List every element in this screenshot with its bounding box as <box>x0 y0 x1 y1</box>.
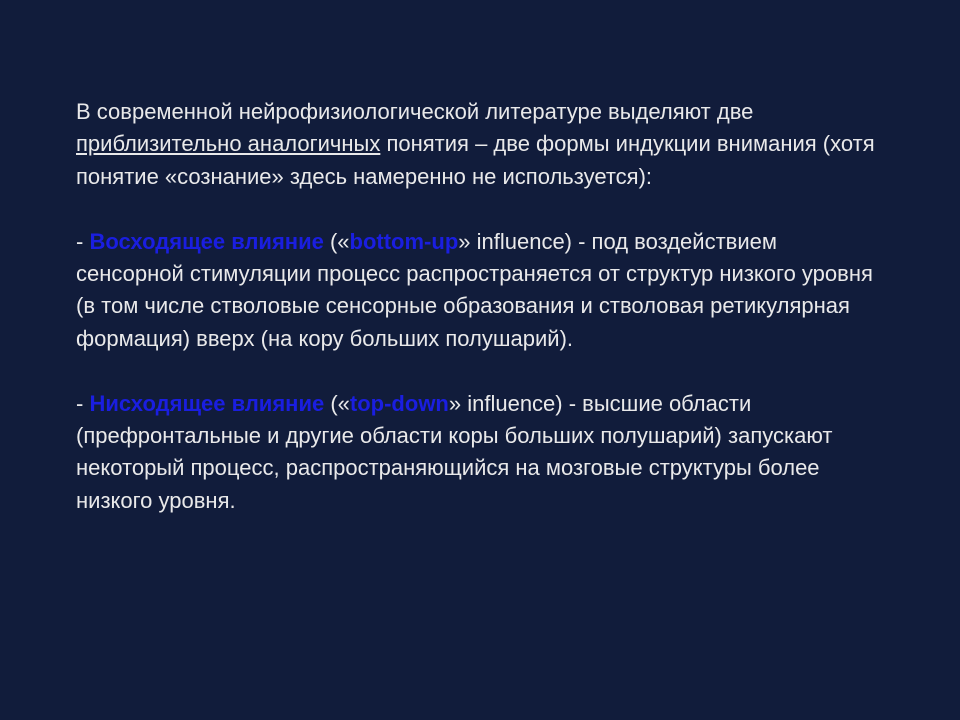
paragraph-gap <box>76 355 886 387</box>
bottom-up-open-quote: (« <box>323 228 350 254</box>
top-down-open-quote: (« <box>324 390 350 416</box>
intro-text-start: В современной нейрофизиологической литературе выделяют две <box>76 99 754 124</box>
intro-paragraph <box>76 96 886 193</box>
top-down-term: Нисходящее влияние <box>89 390 325 416</box>
intro-text-end: понятия – две формы индукции внимания (хотя понятие «сознание» здесь намеренно не используется): <box>76 131 875 189</box>
top-down-dash: - <box>76 390 90 416</box>
slide-text <box>76 96 886 517</box>
bottom-up-dash: - <box>76 228 90 254</box>
bottom-up-description: » influence) - под воздействием сенсорной стимуляции процесс распространяется от структур низкого уровня (в том числе стволовые сенсорные образования и стволовая ретикулярная формация) вверх (на кору больших полушарий). <box>76 228 873 351</box>
bottom-up-paragraph <box>76 226 886 356</box>
bottom-up-term: Восходящее влияние <box>89 228 324 254</box>
intro-underlined-phrase: приблизительно аналогичных <box>76 131 381 157</box>
top-down-description: » influence) - высшие области (префронтальные и другие области коры больших полушарий) запускают некоторый процесс, распространяющийся на мозговые структуры более низкого уровня. <box>76 390 833 513</box>
top-down-paragraph <box>76 388 886 518</box>
top-down-english-term: top-down <box>349 390 449 416</box>
bottom-up-english-term: bottom-up <box>349 228 459 254</box>
paragraph-gap <box>76 193 886 225</box>
